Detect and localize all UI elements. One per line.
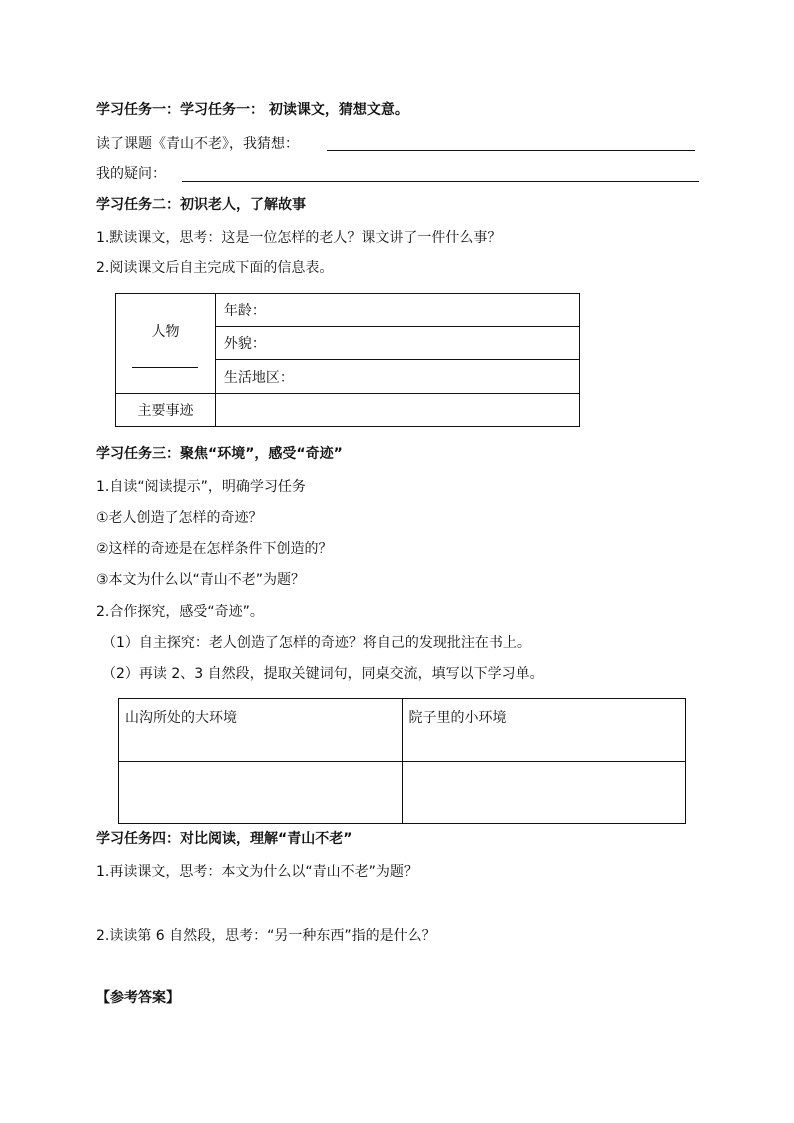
task2-heading: 学习任务二：初识老人，了解故事	[96, 197, 306, 213]
guess-blank-line[interactable]	[327, 150, 695, 151]
reference-answer-heading: 【参考答案】	[96, 990, 180, 1006]
task2-item-1: 1.默读课文，思考：这是一位怎样的老人？课文讲了一件什么事？	[96, 230, 502, 246]
question-blank-line[interactable]	[182, 181, 699, 182]
task4-item-2: 2.读读第 6 自然段，思考：“另一种东西”指的是什么？	[96, 928, 436, 944]
task4-heading: 学习任务四：对比阅读，理解“青山不老”	[96, 831, 353, 847]
task1-guess-label: 读了课题《青山不老》，我猜想：	[96, 136, 299, 152]
person-cell	[116, 294, 216, 394]
task3-sub-2: （2）再读 2、3 自然段，提取关键词句，同桌交流，填写以下学习单。	[102, 666, 544, 682]
age-cell[interactable]: 年龄：	[215, 294, 579, 327]
task3-sub-1: （1）自主探究：老人创造了怎样的奇迹？将自己的发现批注在书上。	[102, 635, 531, 651]
task3-question-2: ②这样的奇迹是在怎样条件下创造的？	[96, 541, 333, 557]
task3-item-1: 1.自读“阅读提示”，明确学习任务	[96, 479, 306, 495]
big-environment-answer[interactable]	[119, 762, 403, 824]
person-name-blank[interactable]	[132, 366, 198, 368]
info-table	[115, 293, 580, 427]
main-deeds-cell[interactable]	[215, 394, 579, 427]
appearance-cell[interactable]: 外貌：	[215, 327, 579, 360]
task2-item-2: 2.阅读课文后自主完成下面的信息表。	[96, 260, 334, 276]
task1-question-label: 我的疑问：	[96, 166, 166, 182]
task3-item-2: 2.合作探究，感受“奇迹”。	[96, 604, 264, 620]
task3-question-3: ③本文为什么以“青山不老”为题？	[96, 572, 306, 588]
task3-question-1: ①老人创造了怎样的奇迹？	[96, 510, 263, 526]
task4-item-1: 1.再读课文，思考：本文为什么以“青山不老”为题？	[96, 864, 418, 880]
living-area-cell[interactable]: 生活地区：	[215, 360, 579, 394]
person-label: 人物	[151, 323, 180, 340]
task1-heading: 学习任务一：学习任务一： 初读课文，猜想文意。	[96, 102, 409, 118]
small-environment-header: 院子里的小环境	[402, 699, 686, 762]
task3-heading: 学习任务三：聚焦“环境”，感受“奇迹”	[96, 446, 343, 462]
small-environment-answer[interactable]	[402, 762, 686, 824]
big-environment-header: 山沟所处的大环境	[119, 699, 403, 762]
environment-table	[118, 698, 686, 824]
main-deeds-label: 主要事迹	[116, 394, 216, 427]
